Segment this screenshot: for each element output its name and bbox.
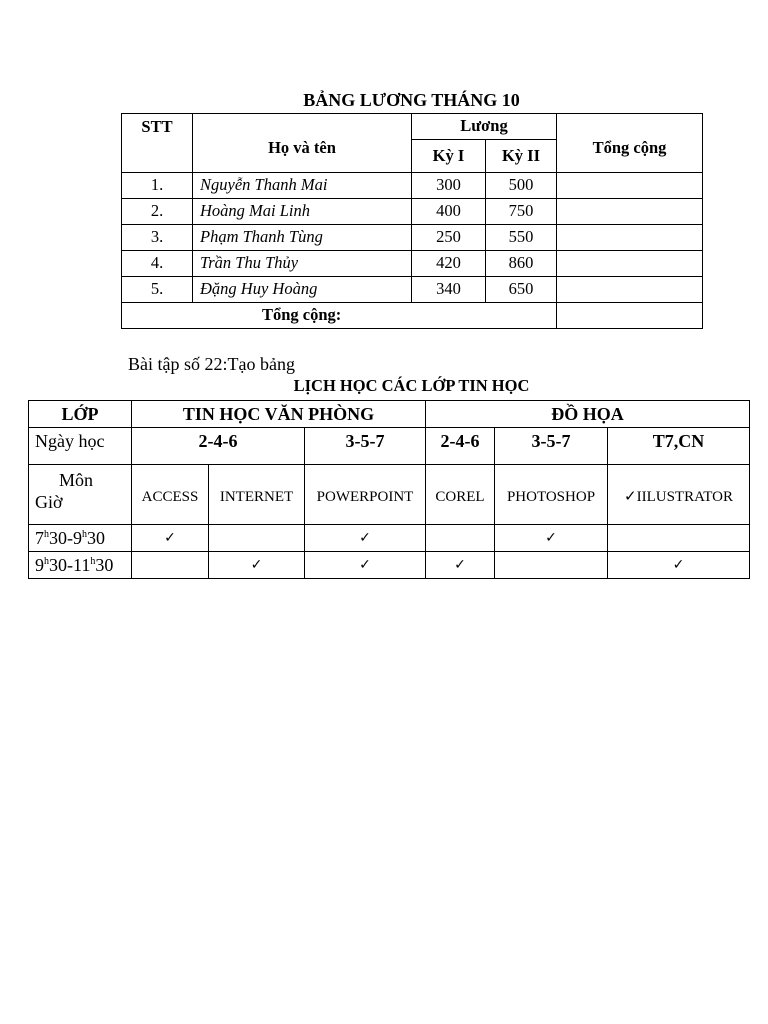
check-cell: ✓ [132, 525, 209, 552]
row-total [557, 251, 703, 277]
row-stt: 2. [122, 199, 193, 225]
header-stt: STT [122, 114, 193, 173]
days-cell: 2-4-6 [132, 428, 305, 465]
session-row [29, 552, 750, 579]
row-name: Hoàng Mai Linh [193, 199, 412, 225]
group-office: TIN HỌC VĂN PHÒNG [132, 401, 426, 428]
subject-cell: ACCESS [132, 465, 209, 525]
subject-cell: PHOTOSHOP [495, 465, 608, 525]
row-term-1: 400 [412, 199, 486, 225]
days-cell: 3-5-7 [305, 428, 426, 465]
schedule-subject-row [29, 465, 750, 525]
subject-cell: POWERPOINT [305, 465, 426, 525]
salary-header-row [122, 114, 703, 140]
session-time: 7$^h$30-9$^h$30 [29, 525, 132, 552]
check-cell [209, 525, 305, 552]
row-total [557, 173, 703, 199]
row-stt: 3. [122, 225, 193, 251]
check-cell [495, 552, 608, 579]
check-cell: ✓ [209, 552, 305, 579]
subject-cell: INTERNET [209, 465, 305, 525]
subject-time-label [29, 465, 132, 525]
subject-cell: COREL [426, 465, 495, 525]
row-stt: 4. [122, 251, 193, 277]
salary-row [122, 225, 703, 251]
row-name: Đặng Huy Hoàng [193, 277, 412, 303]
schedule-group-row [29, 401, 750, 428]
schedule-table-title: LỊCH HỌC CÁC LỚP TIN HỌC [293, 376, 530, 395]
days-cell: 2-4-6 [426, 428, 495, 465]
row-total [557, 199, 703, 225]
check-cell: ✓ [305, 525, 426, 552]
check-cell: ✓ [608, 552, 750, 579]
subject-cell: ✓IILUSTRATOR [608, 465, 750, 525]
salary-footer-row [122, 303, 703, 329]
footer-total-label: Tổng cộng: [122, 303, 557, 329]
row-stt: 1. [122, 173, 193, 199]
check-cell [608, 525, 750, 552]
days-cell: 3-5-7 [495, 428, 608, 465]
schedule-table [28, 400, 750, 579]
salary-table-title: BẢNG LƯƠNG THÁNG 10 [303, 90, 520, 110]
row-term-1: 340 [412, 277, 486, 303]
row-term-2: 750 [486, 199, 557, 225]
row-stt: 5. [122, 277, 193, 303]
row-total [557, 225, 703, 251]
subject-label: Môn [59, 470, 94, 490]
row-term-2: 500 [486, 173, 557, 199]
row-term-2: 860 [486, 251, 557, 277]
group-graphics: ĐỒ HỌA [426, 401, 750, 428]
row-name: Trần Thu Thủy [193, 251, 412, 277]
header-term-1: Kỳ I [412, 140, 486, 173]
row-term-1: 250 [412, 225, 486, 251]
row-name: Phạm Thanh Tùng [193, 225, 412, 251]
check-cell: ✓ [426, 552, 495, 579]
row-total [557, 277, 703, 303]
session-row [29, 525, 750, 552]
salary-row [122, 277, 703, 303]
header-salary: Lương [412, 114, 557, 140]
time-label: Giờ [35, 492, 63, 512]
header-term-2: Kỳ II [486, 140, 557, 173]
salary-table [121, 113, 703, 329]
row-term-2: 550 [486, 225, 557, 251]
exercise-label: Bài tập số 22:Tạo bảng [128, 354, 295, 374]
header-name: Họ và tên [193, 114, 412, 173]
salary-row [122, 199, 703, 225]
class-label: LỚP [29, 401, 132, 428]
footer-total-value [557, 303, 703, 329]
check-cell: ✓ [305, 552, 426, 579]
header-total: Tổng cộng [557, 114, 703, 173]
row-term-1: 300 [412, 173, 486, 199]
row-name: Nguyễn Thanh Mai [193, 173, 412, 199]
session-time: 9$^h$30-11$^h$30 [29, 552, 132, 579]
row-term-1: 420 [412, 251, 486, 277]
salary-row [122, 173, 703, 199]
check-cell: ✓ [495, 525, 608, 552]
salary-row [122, 251, 703, 277]
days-label: Ngày học [29, 428, 132, 465]
row-term-2: 650 [486, 277, 557, 303]
days-cell: T7,CN [608, 428, 750, 465]
check-cell [132, 552, 209, 579]
schedule-days-row [29, 428, 750, 465]
check-cell [426, 525, 495, 552]
